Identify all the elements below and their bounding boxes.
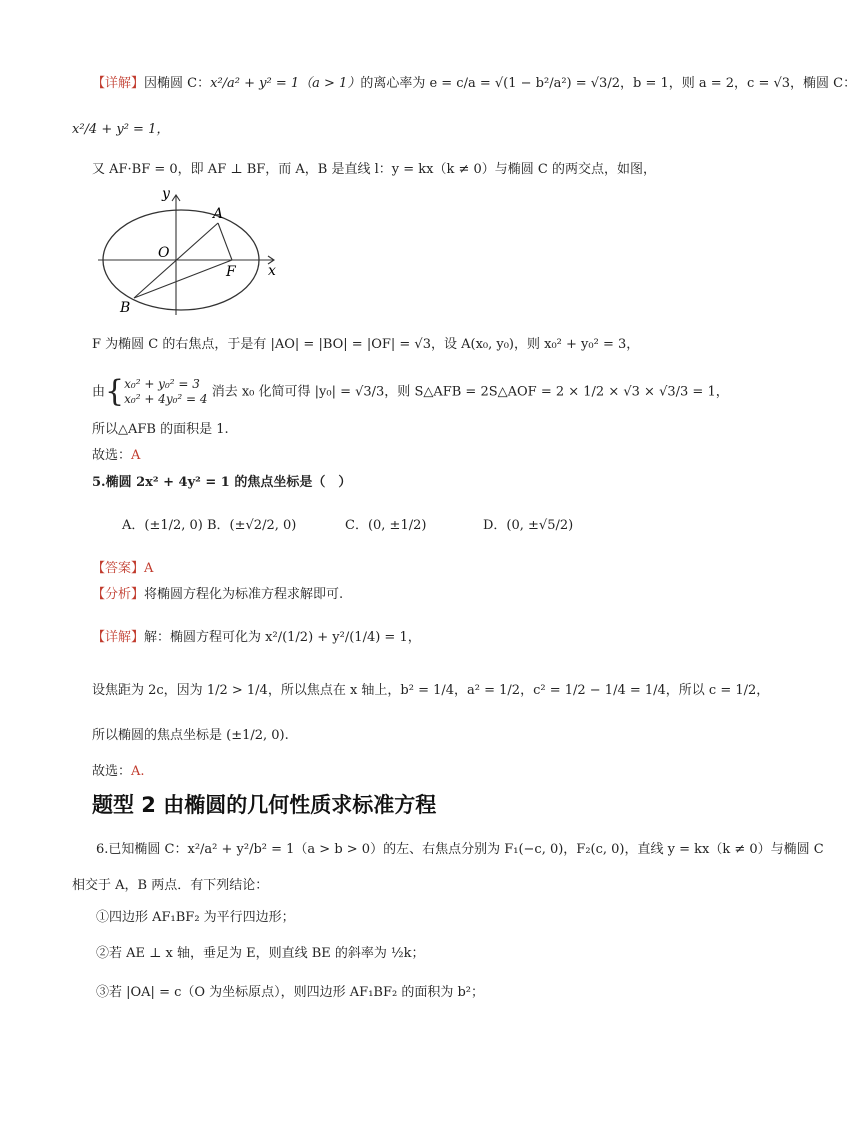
q5-detail-label: 【详解】	[92, 630, 145, 645]
q5-analysis-label: 【分析】	[92, 587, 145, 602]
answer-label: 故选：	[92, 448, 132, 463]
system-eq-2: x₀² + 4y₀² = 4	[124, 392, 208, 406]
q5-option-d: D．(0, ±√5/2)	[483, 518, 574, 533]
q6-stem-1: 6.已知椭圆 C：x²/a² + y²/b² = 1（a > b > 0）的左、右焦点分别为 F₁(−c, 0)，F₂(c, 0)，直线 y = kx（k ≠ 0）与椭圆 C	[96, 842, 824, 857]
line-BF	[134, 260, 232, 298]
q5-stem: 5.椭圆 2x² + 4y² = 1 的焦点坐标是（ ）	[92, 475, 352, 490]
q5-detail-text: 解：椭圆方程可化为 x²/(1/2) + y²/(1/4) = 1，	[144, 630, 421, 645]
label-x: x	[268, 263, 276, 279]
q6-item-2: ②若 AE ⊥ x 轴，垂足为 E，则直线 BE 的斜率为 ½k；	[96, 946, 425, 961]
label-y: y	[162, 186, 170, 202]
q5-answer-line	[92, 559, 153, 579]
section-title: 题型 2 由椭圆的几何性质求标准方程	[92, 793, 437, 817]
q5-choose-value: A.	[131, 764, 145, 779]
q6-item-3: ③若 |OA| = c（O 为坐标原点），则四边形 AF₁BF₂ 的面积为 b²；	[96, 985, 485, 1000]
label-A: A	[213, 206, 224, 222]
line4-pre: 由	[92, 384, 106, 400]
answer-value: A	[131, 448, 141, 463]
line-AF	[218, 223, 232, 260]
q5-option-c: C．(0, ±1/2)	[345, 518, 427, 533]
q5-option-b: B．(±√2/2, 0)	[207, 518, 297, 533]
q6-item-1: ①四边形 AF₁BF₂ 为平行四边形；	[96, 910, 295, 925]
q5-answer-label: 【答案】	[92, 561, 145, 576]
ellipse-figure	[96, 183, 286, 318]
q5-choose-line	[92, 762, 145, 782]
detail-intro: 因椭圆 C：	[144, 76, 211, 91]
label-F: F	[226, 264, 236, 280]
q5-analysis-text: 将椭圆方程化为标准方程求解即可.	[144, 587, 344, 602]
answer-line	[92, 446, 140, 466]
values-text: ，b = 1，则 a = 2，c = √3，椭圆 C：	[619, 76, 856, 91]
detail-label: 【详解】	[92, 76, 145, 91]
label-O: O	[158, 245, 170, 261]
detail-line-4: 由{ x₀² + y₀² = 3 x₀² + 4y₀² = 4 消去 x₀ 化简可得 |y₀| = √3/3，则 S△AFB = 2S△AOF = 2 × 1/2 × √3 × √3/3 = 1，	[92, 374, 729, 409]
ellipse-equation: x²/a² + y² = 1（a > 1）	[210, 76, 361, 91]
detail-line-3: F 为椭圆 C 的右焦点，于是有 |AO| = |BO| = |OF| = √3，设 A(x₀, y₀)，则 x₀² + y₀² = 3，	[92, 337, 640, 352]
eccentricity-text: 的离心率为 e = c/a = √(1 − b²/a²) = √3/2	[360, 76, 620, 91]
line4-post: 消去 x₀ 化简可得 |y₀| = √3/3，则 S△AFB = 2S△AOF = 2 × 1/2 × √3 × √3/3 = 1，	[211, 384, 729, 400]
system-eq-1: x₀² + y₀² = 3	[124, 377, 200, 391]
detail-line-1	[92, 74, 856, 94]
q5-focus-line: 所以椭圆的焦点坐标是 (±1/2, 0).	[92, 728, 289, 743]
label-B: B	[120, 300, 131, 316]
result-equation: x²/4 + y² = 1，	[72, 122, 170, 137]
q5-answer-value: A	[144, 561, 154, 576]
q6-stem-2: 相交于 A，B 两点．有下列结论：	[72, 878, 269, 893]
q5-step-line: 设焦距为 2c，因为 1/2 > 1/4，所以焦点在 x 轴上，b² = 1/4，a² = 1/2，c² = 1/2 − 1/4 = 1/4，所以 c = 1/2，	[92, 683, 770, 698]
q5-detail-line	[92, 628, 421, 648]
q5-option-a: A．(±1/2, 0)	[122, 518, 203, 533]
q5-choose-label: 故选：	[92, 764, 132, 779]
detail-line-5: 所以△AFB 的面积是 1.	[92, 422, 229, 437]
q5-analysis-line	[92, 585, 343, 605]
detail-line-2: 又 AF·BF = 0，即 AF ⊥ BF，而 A，B 是直线 l：y = kx（k ≠ 0）与椭圆 C 的两交点，如图，	[92, 162, 657, 177]
